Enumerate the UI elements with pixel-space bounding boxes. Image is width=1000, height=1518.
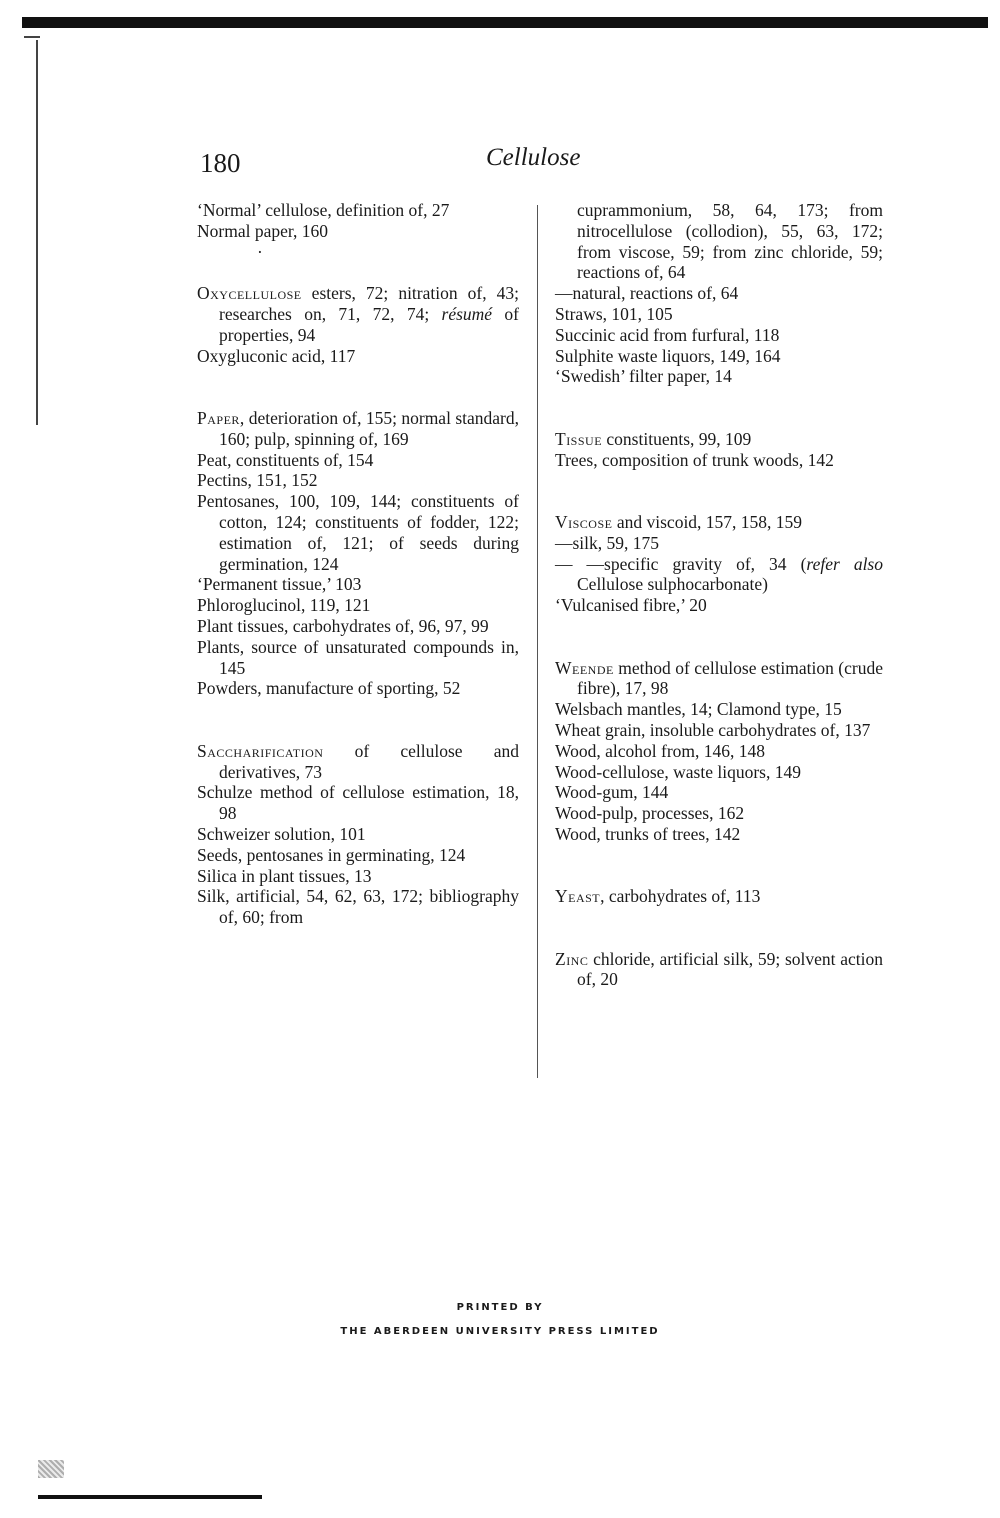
index-entry [197, 346, 519, 367]
binding-tick [24, 36, 40, 38]
index-entry [197, 616, 519, 637]
entry-text: —silk, 59, 175 [555, 532, 660, 553]
entry-text: Pectins, 151, 152 [197, 470, 318, 491]
entry-text: and viscoid, 157, 158, 159 [612, 511, 803, 532]
index-entry [197, 886, 519, 928]
entry-heading: Yeast [555, 886, 601, 907]
entry-text: Wood, alcohol from, 146, 148 [555, 740, 766, 761]
stray-dot: · [257, 241, 263, 262]
entry-text: ‘Permanent tissue,’ 103 [197, 574, 362, 595]
index-entry [197, 221, 519, 242]
index-entry [555, 824, 883, 845]
entry-text: Wood-cellulose, waste liquors, 149 [555, 761, 801, 782]
entry-text: cuprammonium, 58, 64, 173; from nitrocellulose (collodion), 55, 63, 172; from viscose, 59; from zinc chloride, 59; reactions of, 64 [577, 200, 883, 283]
entry-text: ‘Normal’ cellulose, definition of, 27 [197, 200, 450, 220]
entry-heading: Viscose [555, 511, 613, 532]
entry-gap [555, 907, 883, 949]
entry-text: Wood, trunks of trees, 142 [555, 823, 741, 844]
entry-text: Trees, composition of trunk woods, 142 [555, 449, 834, 470]
colophon-printer: THE ABERDEEN UNIVERSITY PRESS LIMITED [340, 1326, 660, 1337]
entry-gap [555, 616, 883, 658]
top-rule [22, 17, 988, 28]
entry-text: Phloroglucinol, 119, 121 [197, 595, 371, 616]
index-entry [197, 470, 519, 491]
index-entry [555, 803, 883, 824]
entry-text: Silk, artificial, 54, 62, 63, 172; bibliography of, 60; from [197, 886, 519, 928]
entry-text: ‘Vulcanised fibre,’ 20 [555, 595, 707, 616]
colophon-printed-by: PRINTED BY [456, 1302, 544, 1313]
index-entry [197, 782, 519, 824]
index-entry [197, 824, 519, 845]
entry-text: Plants, source of unsaturated compounds in, 145 [197, 636, 519, 678]
index-entry [555, 304, 883, 325]
entry-heading: Paper [197, 407, 240, 428]
entry-gap [555, 470, 883, 512]
index-entry [197, 845, 519, 866]
entry-text: Peat, constituents of, 154 [197, 449, 374, 470]
entry-heading: Tissue [555, 428, 603, 449]
index-entry [197, 450, 519, 471]
entry-gap [197, 366, 519, 408]
entry-text: of cellulose and derivatives, 73 [219, 740, 519, 782]
column-divider [537, 205, 538, 1078]
entry-text: Normal paper, 160 [197, 220, 328, 241]
index-entry [555, 699, 883, 720]
entry-gap [197, 699, 519, 741]
entry-text: Pentosanes, 100, 109, 144; constituents of cotton, 124; constituents of fodder, 122; estimation of, 121; of seeds during germination, 124 [197, 491, 519, 574]
entry-text: Cellulose sulphocarbonate) [577, 574, 768, 595]
index-entry [555, 366, 883, 387]
index-entry [197, 866, 519, 887]
entry-text: Schulze method of cellulose estimation, 18, 98 [197, 782, 519, 824]
index-entry [555, 325, 883, 346]
entry-text: Wood-pulp, processes, 162 [555, 803, 745, 824]
index-entry [555, 512, 883, 533]
entry-text: Wheat grain, insoluble carbohydrates of, 137 [555, 719, 871, 740]
index-entry [555, 741, 883, 762]
index-entry [555, 450, 883, 471]
index-entry [555, 429, 883, 450]
index-column-right [555, 200, 883, 990]
index-entry [197, 491, 519, 574]
entry-italic: résumé [441, 303, 493, 324]
page-number: 180 [200, 148, 241, 178]
entry-text: Wood-gum, 144 [555, 782, 669, 803]
index-entry [197, 637, 519, 679]
entry-gap [555, 387, 883, 429]
entry-heading: Oxycellulose [197, 283, 302, 304]
entry-text: Welsbach mantles, 14; Clamond type, 15 [555, 699, 842, 720]
entry-text: Silica in plant tissues, 13 [197, 865, 372, 886]
index-entry [555, 595, 883, 616]
index-entry [197, 678, 519, 699]
entry-text: Succinic acid from furfural, 118 [555, 324, 780, 345]
entry-gap [555, 845, 883, 887]
index-entry [555, 200, 883, 283]
entry-text: , carbohydrates of, 113 [600, 886, 761, 907]
entry-text: of properties, 94 [219, 303, 519, 345]
index-entry [555, 782, 883, 803]
index-entry [197, 283, 519, 345]
running-title: Cellulose [486, 144, 581, 171]
entry-heading: Weende [555, 657, 614, 678]
index-entry [555, 533, 883, 554]
entry-text: Straws, 101, 105 [555, 303, 673, 324]
index-entry [197, 200, 519, 221]
entry-text: Powders, manufacture of sporting, 52 [197, 678, 461, 699]
entry-text: Seeds, pentosanes in germinating, 124 [197, 844, 466, 865]
entry-text: Schweizer solution, 101 [197, 823, 366, 844]
entry-text: method of cellulose estimation (crude fibre), 17, 98 [577, 657, 883, 699]
entry-text: constituents, 99, 109 [602, 428, 752, 449]
index-entry [197, 595, 519, 616]
index-column-left [197, 200, 519, 928]
entry-text: chloride, artificial silk, 59; solvent action of, 20 [577, 948, 883, 990]
entry-text: ‘Swedish’ filter paper, 14 [555, 366, 732, 387]
entry-text: esters, 72; nitration of, 43; researches on, 71, 72, 74; [219, 283, 519, 324]
index-entry [197, 574, 519, 595]
entry-heading: Saccharification [197, 740, 324, 761]
index-entry [555, 283, 883, 304]
index-entry [555, 554, 883, 596]
entry-text: Sulphite waste liquors, 149, 164 [555, 345, 781, 366]
index-entry [555, 762, 883, 783]
index-entry [555, 949, 883, 991]
entry-text: — —specific gravity of, 34 ( [555, 553, 807, 574]
scan-smudge [38, 1460, 64, 1478]
entry-heading: Zinc [555, 948, 589, 969]
index-entry [197, 408, 519, 450]
binding-rule [36, 40, 38, 425]
index-entry [555, 720, 883, 741]
index-entry [197, 741, 519, 783]
entry-italic: refer also [806, 553, 883, 574]
entry-text: Plant tissues, carbohydrates of, 96, 97, 99 [197, 615, 489, 636]
index-entry [555, 346, 883, 367]
entry-text: —natural, reactions of, 64 [555, 283, 739, 304]
index-entry [555, 886, 883, 907]
entry-text: Oxygluconic acid, 117 [197, 345, 356, 366]
index-entry [555, 658, 883, 700]
entry-text: , deterioration of, 155; normal standard, 160; pulp, spinning of, 169 [219, 407, 519, 449]
bottom-rule [38, 1495, 262, 1499]
